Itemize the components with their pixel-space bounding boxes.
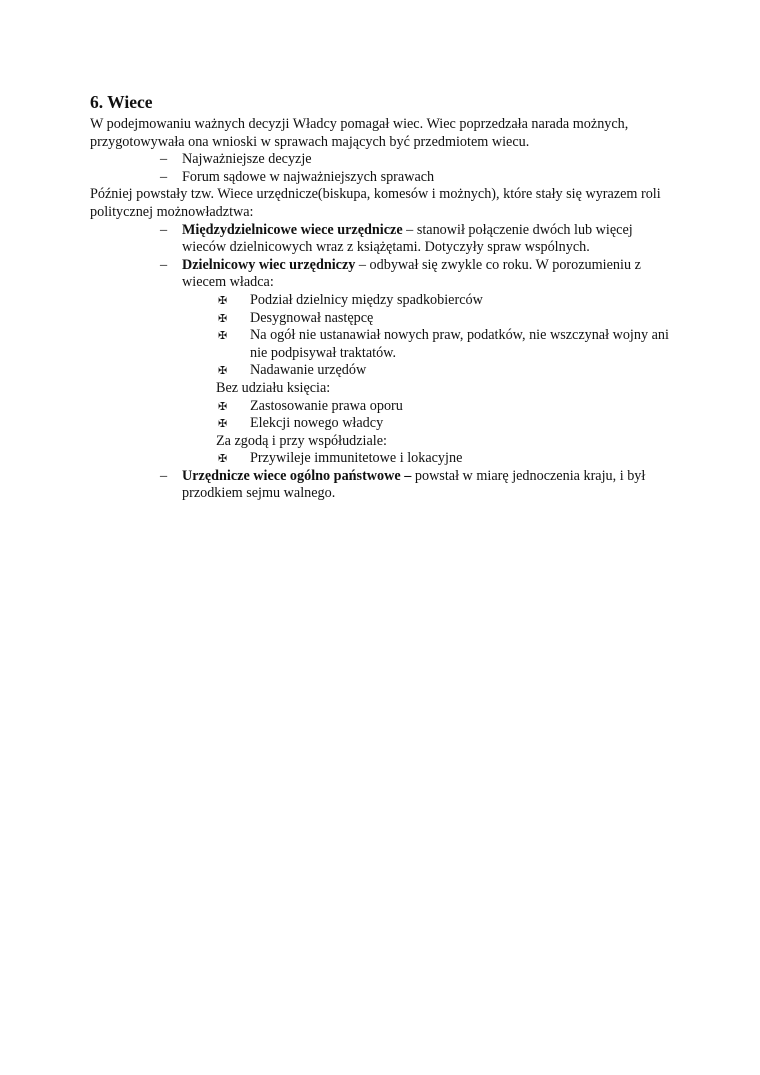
cross-bullet-icon: ✠	[218, 311, 228, 325]
list-item	[160, 169, 680, 187]
type-item-national	[160, 468, 680, 503]
list-item-text: Nadawanie urzędów	[250, 362, 367, 379]
dash-bullet-icon: –	[160, 467, 168, 484]
document-page	[90, 92, 680, 503]
cross-list-item	[216, 450, 680, 468]
list-item-text: Najważniejsze decyzje	[182, 151, 312, 168]
cross-list-without-prince	[216, 398, 680, 433]
type-name: Dzielnicowy wiec urzędniczy	[182, 256, 356, 273]
list-item-text: Zastosowanie prawa oporu	[250, 397, 403, 414]
list-item-text: Elekcji nowego władcy	[250, 415, 384, 432]
list-item-text: Podział dzielnicy między spadkobierców	[250, 291, 483, 308]
dash-bullet-icon: –	[160, 151, 168, 168]
type-name: Urzędnicze wiece ogólno państwowe –	[182, 467, 412, 484]
cross-bullet-icon: ✠	[218, 293, 228, 307]
cross-bullet-icon: ✠	[218, 452, 228, 466]
dash-bullet-icon: –	[160, 221, 168, 238]
dash-bullet-icon: –	[160, 168, 168, 185]
section-heading: 6. Wiece	[90, 92, 153, 112]
type-description: powstał w miarę jednoczenia kraju, i był przodkiem sejmu walnego.	[182, 467, 646, 502]
cross-list-item	[216, 310, 680, 328]
intro-list	[160, 151, 680, 186]
sub-label-without-prince: Bez udziału księcia:	[216, 379, 331, 396]
cross-list-item	[216, 327, 680, 362]
sub-label-with-consent: Za zgodą i przy współudziale:	[216, 432, 387, 449]
cross-bullet-icon: ✠	[218, 399, 228, 413]
intro-paragraph: W podejmowaniu ważnych decyzji Władcy pomagał wiec. Wiec poprzedzała narada możnych, przygotowywała ona wnioski w sprawach mających być przedmiotem wiecu.	[90, 116, 629, 150]
cross-list-item	[216, 292, 680, 310]
cross-list-item	[216, 415, 680, 433]
list-item-text: Na ogół nie ustanawiał nowych praw, podatków, nie wszczynał wojny ani nie podpisywał traktatów.	[250, 327, 669, 361]
second-paragraph: Później powstały tzw. Wiece urzędnicze(biskupa, komesów i możnych), które stały się wyrazem roli politycznej możnowładztwa:	[90, 186, 661, 220]
cross-list-powers	[216, 292, 680, 380]
cross-bullet-icon: ✠	[218, 364, 228, 378]
list-item-text: Desygnował następcę	[250, 309, 374, 326]
list-item-text: Przywileje immunitetowe i lokacyjne	[250, 450, 463, 467]
cross-list-with-consent	[216, 450, 680, 468]
type-item-interdistrict	[160, 222, 680, 257]
cross-list-item	[216, 362, 680, 380]
dash-bullet-icon: –	[160, 256, 168, 273]
cross-bullet-icon: ✠	[218, 417, 228, 431]
type-description: – stanowił połączenie dwóch lub więcej wieców dzielnicowych wraz z książętami. Dotyczyły spraw wspólnych.	[182, 221, 633, 256]
type-item-district	[160, 257, 680, 468]
type-description: – odbywał się zwykle co roku. W porozumieniu z wiecem władca:	[182, 256, 641, 291]
list-item	[160, 151, 680, 169]
types-list	[160, 222, 680, 504]
cross-bullet-icon: ✠	[218, 329, 228, 343]
district-details	[216, 292, 680, 468]
list-item-text: Forum sądowe w najważniejszych sprawach	[182, 168, 435, 185]
cross-list-item	[216, 398, 680, 416]
type-name: Międzydzielnicowe wiece urzędnicze	[182, 221, 403, 238]
